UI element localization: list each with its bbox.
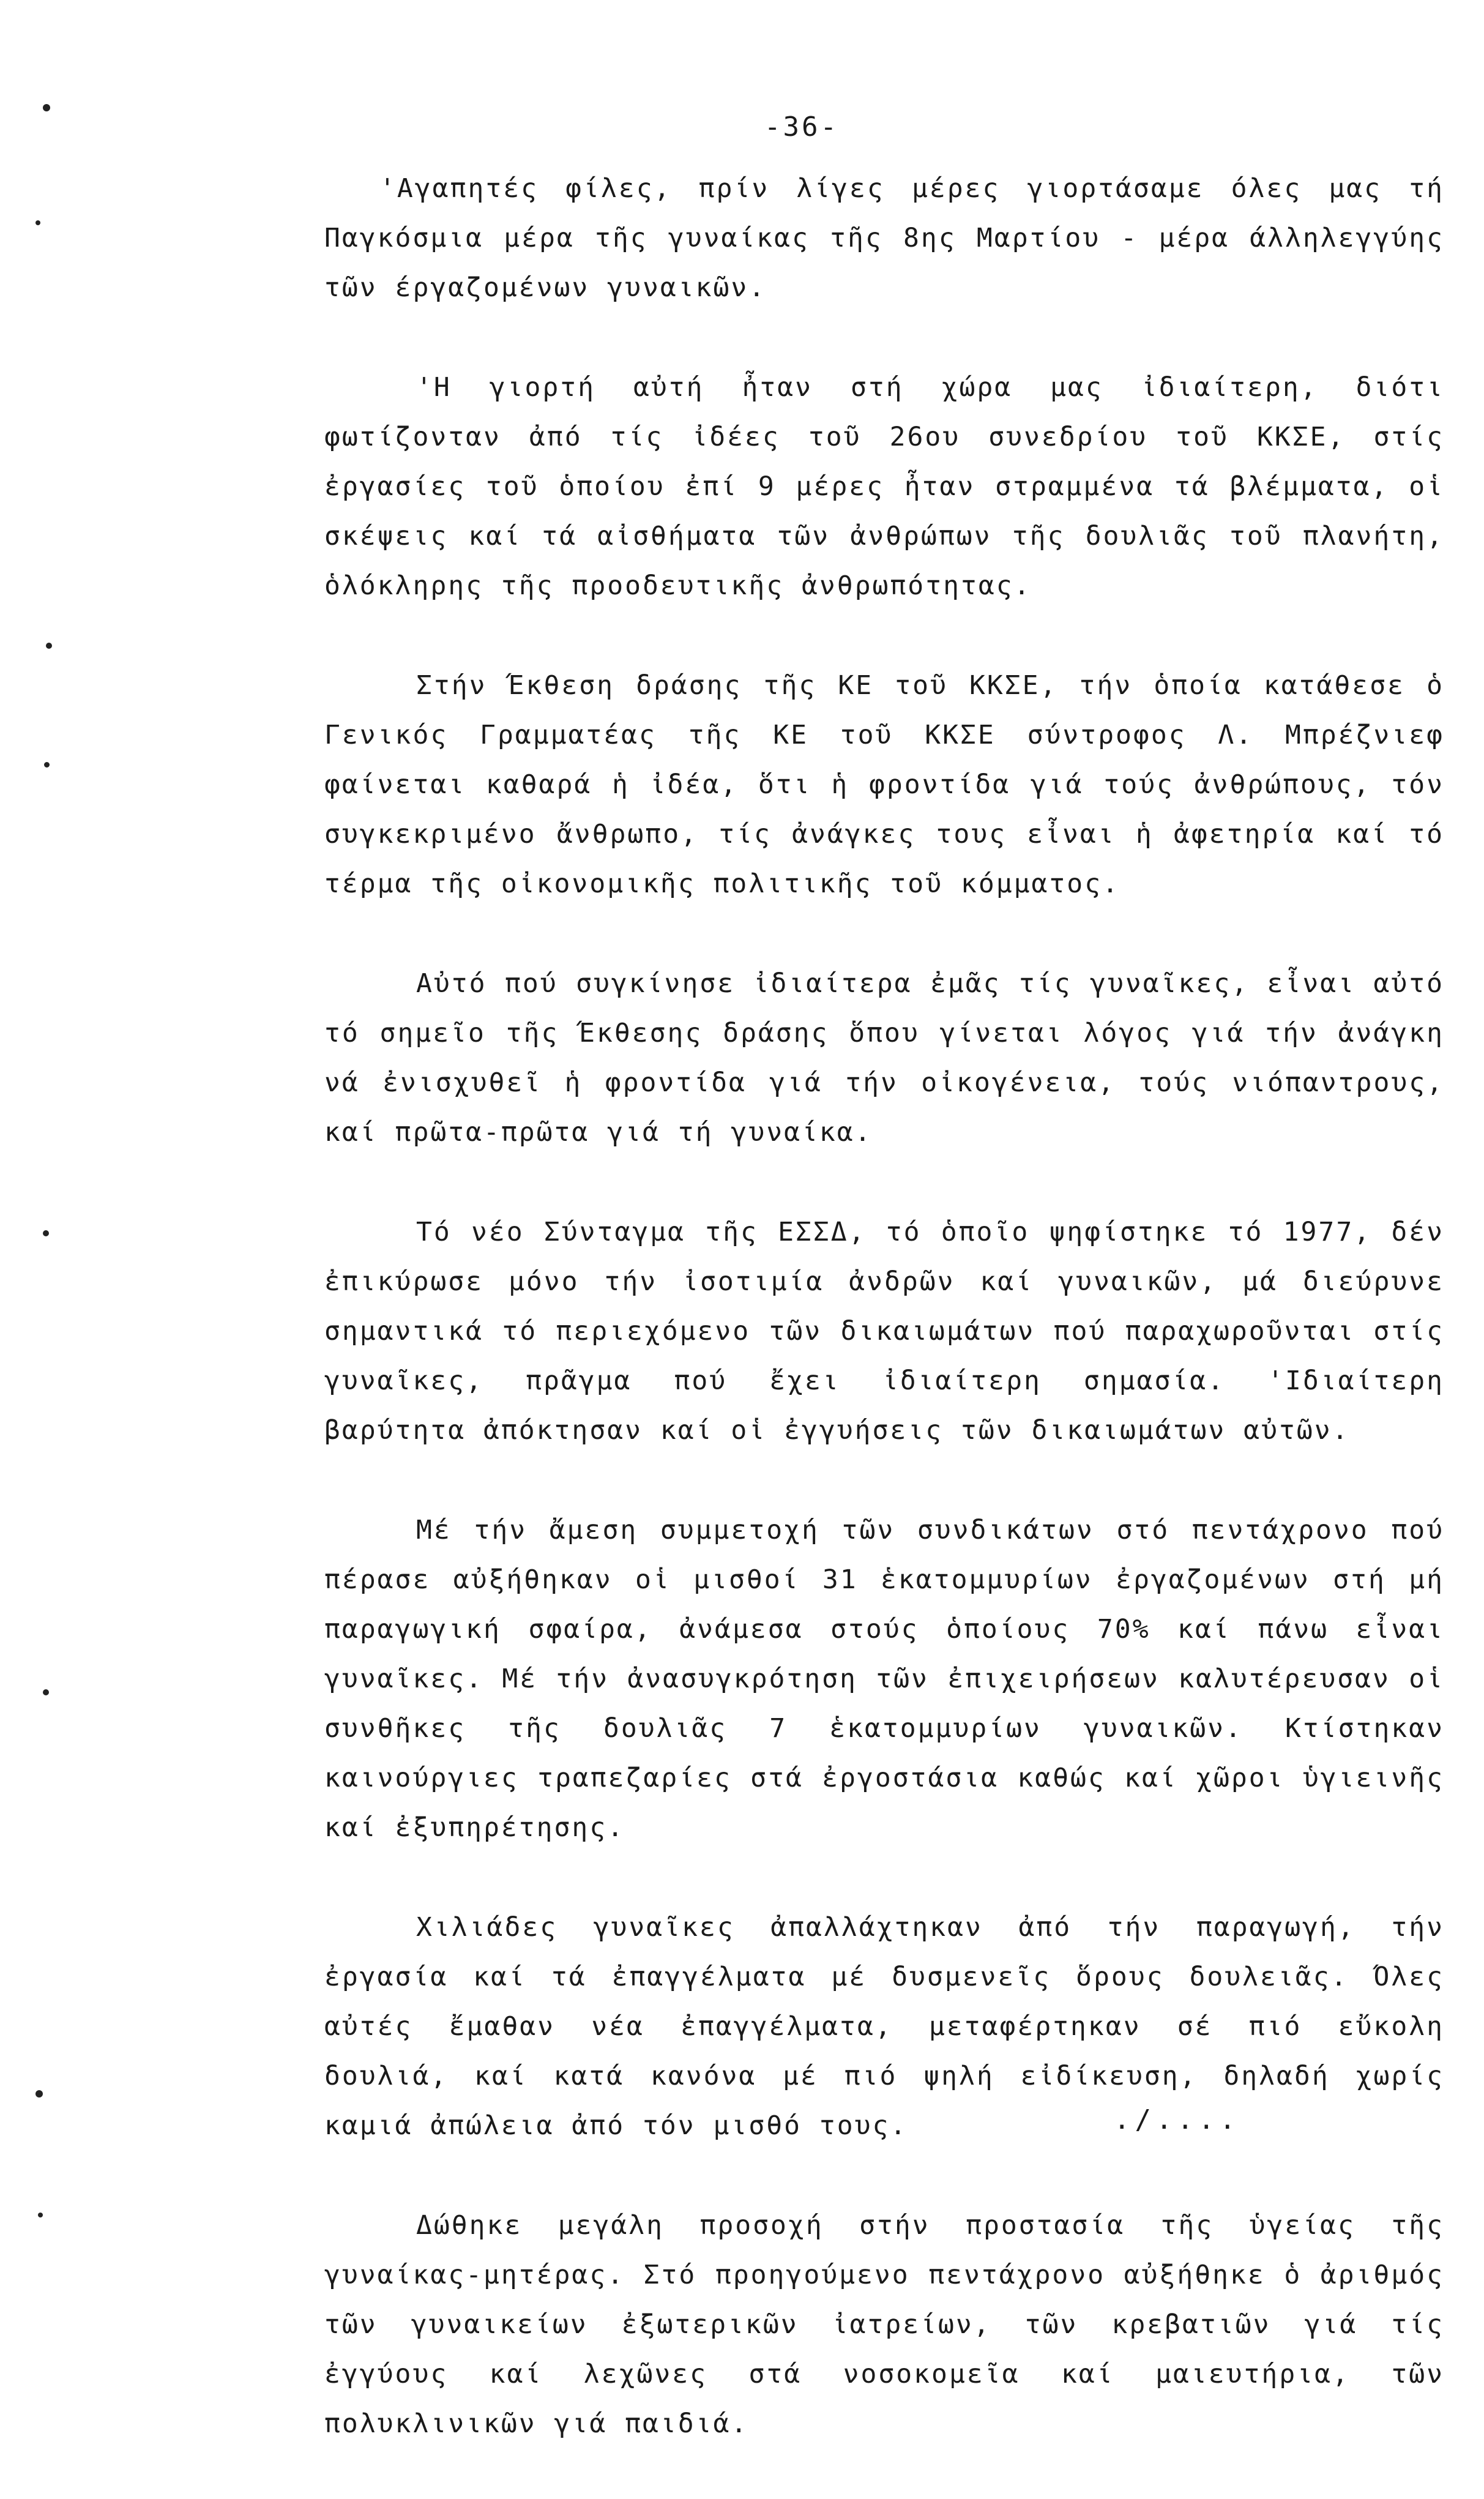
margin-speck [35,2090,43,2097]
paragraph-3: Στήν Έκθεση δράσης τῆς ΚΕ τοῦ ΚΚΣΕ, τήν ὁποία κατάθεσε ὁ Γενικός Γραμματέας τῆς ΚΕ τοῦ ΚΚΣΕ σύντροφος Λ. Μπρέζνιεφ φαίνεται καθαρά ἡ ἰδέα, ὅτι ἡ φροντίδα γιά τούς ἀνθρώπους, τόν συγκεκριμένο ἄνθρωπο, τίς ἀνάγκες τους εἶναι ἡ ἀφετηρία καί τό τέρμα τῆς οἰκονομικῆς πολιτικῆς τοῦ κόμματος. [324,670,1444,899]
continuation-mark: ./.... [1114,2104,1240,2135]
margin-speck [43,1230,49,1236]
paragraph-2: 'Η γιορτή αὐτή ἦταν στή χώρα μας ἰδιαίτερη, διότι φωτίζονταν ἀπό τίς ἰδέες τοῦ 26ου συνεδρίου τοῦ ΚΚΣΕ, στίς ἐργασίες τοῦ ὁποίου ἐπί 9 μέρες ἦταν στραμμένα τά βλέμματα, οἱ σκέψεις καί τά αἰσθήματα τῶν ἀνθρώπων τῆς δουλιᾶς τοῦ πλανήτη, ὁλόκληρης τῆς προοδευτικῆς ἀνθρωπότητας. [324,372,1444,601]
paragraph-8: Δώθηκε μεγάλη προσοχή στήν προστασία τῆς ὑγείας τῆς γυναίκας-μητέρας. Στό προηγούμενο πεντάχρονο αὐξήθηκε ὁ ἀριθμός τῶν γυναικείων ἐξωτερικῶν ἰατρείων, τῶν κρεβατιῶν γιά τίς ἐγγύους καί λεχῶνες στά νοσοκομεῖα καί μαιευτήρια, τῶν πολυκλινικῶν γιά παιδιά. [324,2210,1444,2439]
margin-speck [43,104,50,111]
paragraph-5: Τό νέο Σύνταγμα τῆς ΕΣΣΔ, τό ὁποῖο ψηφίστηκε τό 1977, δέν ἐπικύρωσε μόνο τήν ἰσοτιμία ἀνδρῶν καί γυναικῶν, μά διεύρυνε σημαντικά τό περιεχόμενο τῶν δικαιωμάτων πού παραχωροῦνται στίς γυναῖκες, πρᾶγμα πού ἔχει ἰδιαίτερη σημασία. 'Ιδιαίτερη βαρύτητα ἀπόκτησαν καί οἱ ἐγγυήσεις τῶν δικαιωμάτων αὐτῶν. [324,1217,1444,1446]
paragraph-1: 'Αγαπητές φίλες, πρίν λίγες μέρες γιορτάσαμε όλες μας τή Παγκόσμια μέρα τῆς γυναίκας τῆς 8ης Μαρτίου - μέρα άλληλεγγύης τῶν έργαζομένων γυναικῶν. [324,173,1444,303]
margin-speck [38,2213,43,2217]
paragraph-4: Αὐτό πού συγκίνησε ἰδιαίτερα ἐμᾶς τίς γυναῖκες, εἶναι αὐτό τό σημεῖο τῆς Έκθεσης δράσης ὅπου γίνεται λόγος γιά τήν ἀνάγκη νά ἐνισχυθεῖ ἡ φροντίδα γιά τήν οἰκογένεια, τούς νιόπαντρους, καί πρῶτα-πρῶτα γιά τή γυναίκα. [324,968,1444,1148]
margin-speck [44,762,50,768]
paragraph-6: Μέ τήν ἄμεση συμμετοχή τῶν συνδικάτων στό πεντάχρονο πού πέρασε αὐξήθηκαν οἱ μισθοί 31 ἑκατομμυρίων ἐργαζομένων στή μή παραγωγική σφαίρα, ἀνάμεσα στούς ὁποίους 70% καί πάνω εἶναι γυναῖκες. Μέ τήν ἀνασυγκρότηση τῶν ἐπιχειρήσεων καλυτέρευσαν οἱ συνθῆκες τῆς δουλιᾶς 7 ἑκατομμυρίων γυναικῶν. Κτίστηκαν καινούργιες τραπεζαρίες στά ἐργοστάσια καθώς καί χῶροι ὑγιεινῆς καί ἐξυπηρέτησης. [324,1515,1444,1843]
page-number: -36- [764,111,839,143]
body-text [324,164,1444,2499]
margin-speck [46,643,52,649]
paragraph-7: Χιλιάδες γυναῖκες ἀπαλλάχτηκαν ἀπό τήν παραγωγή, τήν ἐργασία καί τά ἐπαγγέλματα μέ δυσμενεῖς ὅρους δουλειᾶς. Όλες αὐτές ἔμαθαν νέα ἐπαγγέλματα, μεταφέρτηκαν σέ πιό εὔκολη δουλιά, καί κατά κανόνα μέ πιό ψηλή εἰδίκευση, δηλαδή χωρίς καμιά ἀπώλεια ἀπό τόν μισθό τους. [324,1912,1444,2141]
margin-speck [43,1689,49,1695]
margin-speck [35,220,40,225]
